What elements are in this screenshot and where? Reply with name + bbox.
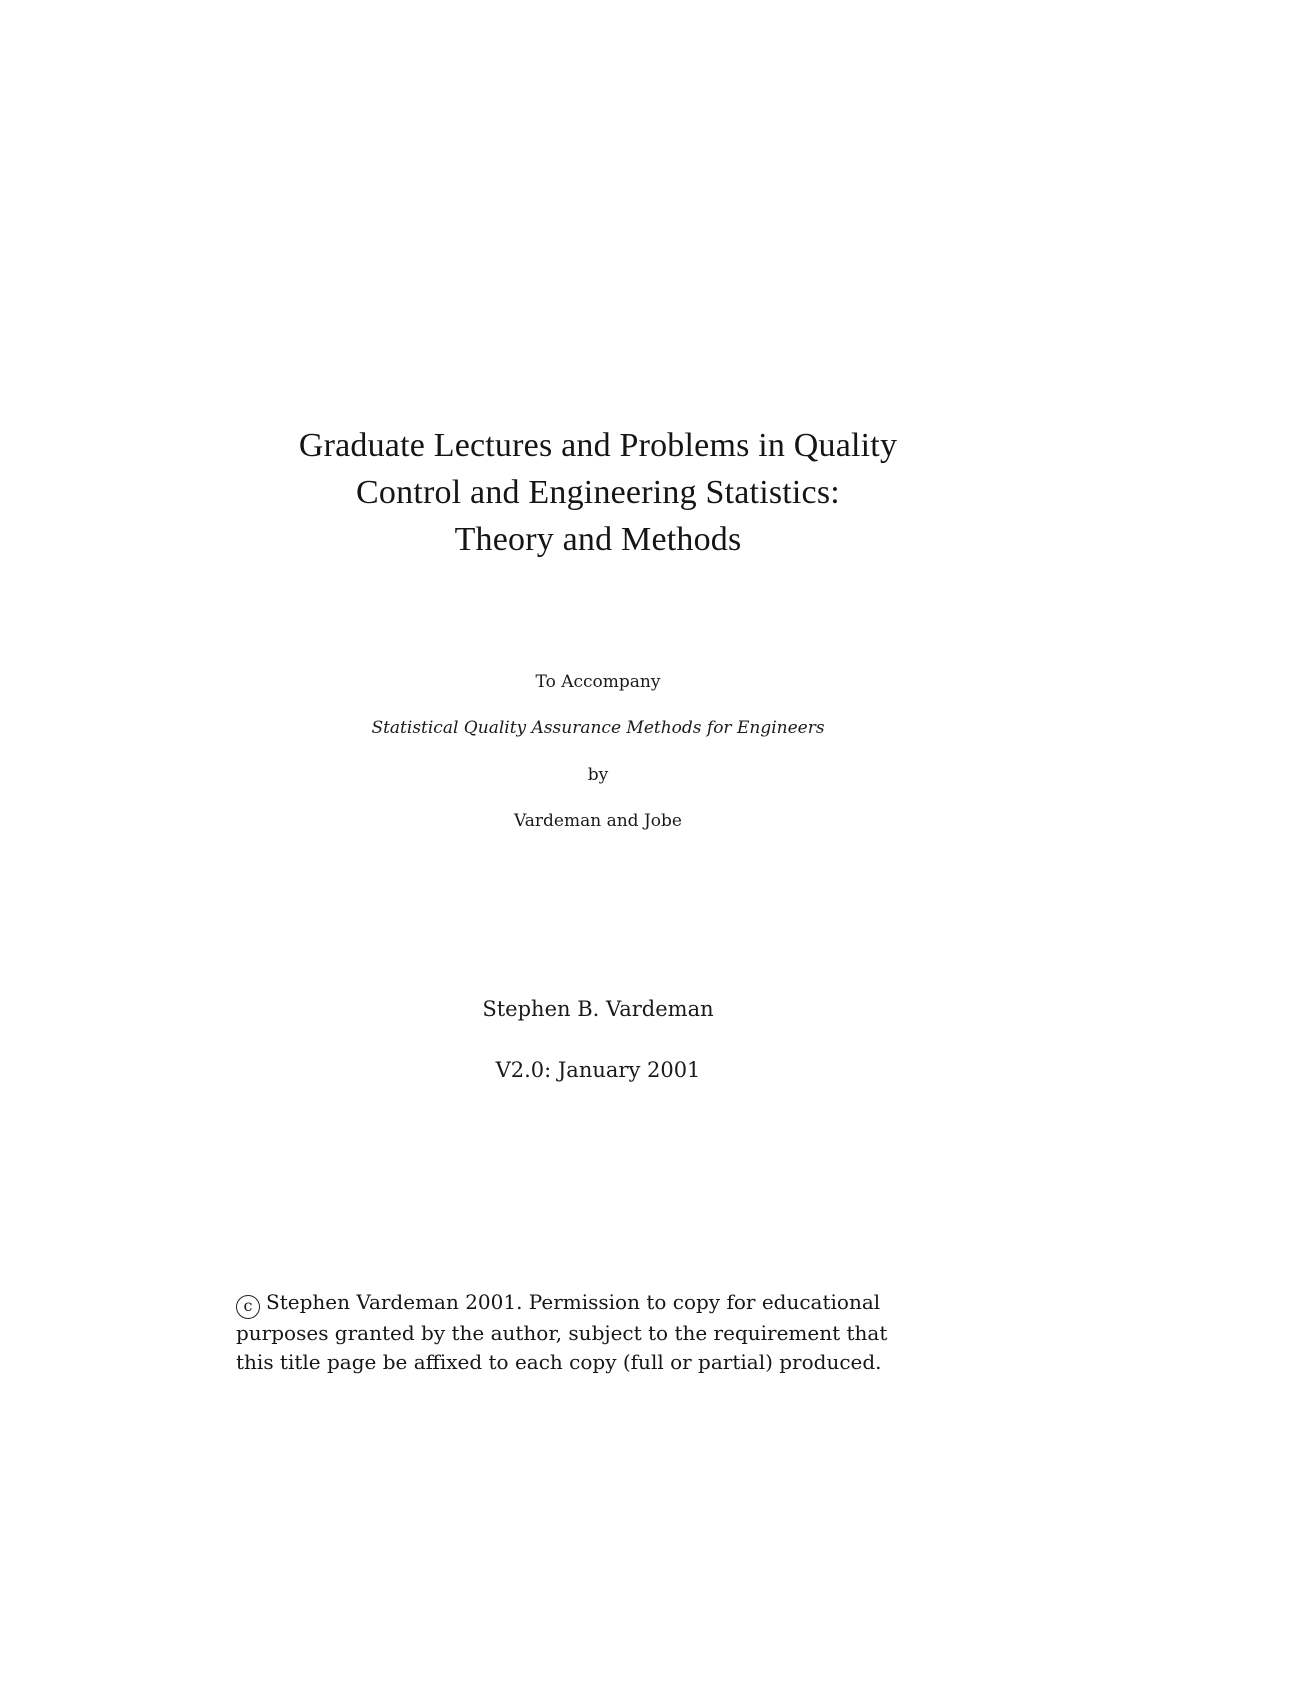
by-label: by [587,765,609,785]
copyright-line-1 [236,1288,958,1319]
version-date: V2.0: January 2001 [495,1058,701,1082]
companion-book-authors: Vardeman and Jobe [514,811,682,831]
author-name: Stephen B. Vardeman [482,997,714,1021]
accompany-label: To Accompany [535,672,661,692]
copyright-line-3: this title page be affixed to each copy (full or partial) produced. [236,1350,882,1374]
title-line-2: Control and Engineering Statistics: [356,474,840,511]
copyright-line-2: purposes granted by the author, subject to the requirement that [236,1321,888,1345]
copyright-text-1: Stephen Vardeman 2001. Permission to copy for educational [266,1290,881,1314]
companion-book-title: Statistical Quality Assurance Methods for Engineers [371,718,825,738]
copyright-icon: c [236,1295,260,1319]
document-title [200,422,996,563]
title-line-1: Graduate Lectures and Problems in Quality [298,427,898,464]
copyright-notice [236,1288,958,1377]
title-line-3: Theory and Methods [454,521,742,558]
